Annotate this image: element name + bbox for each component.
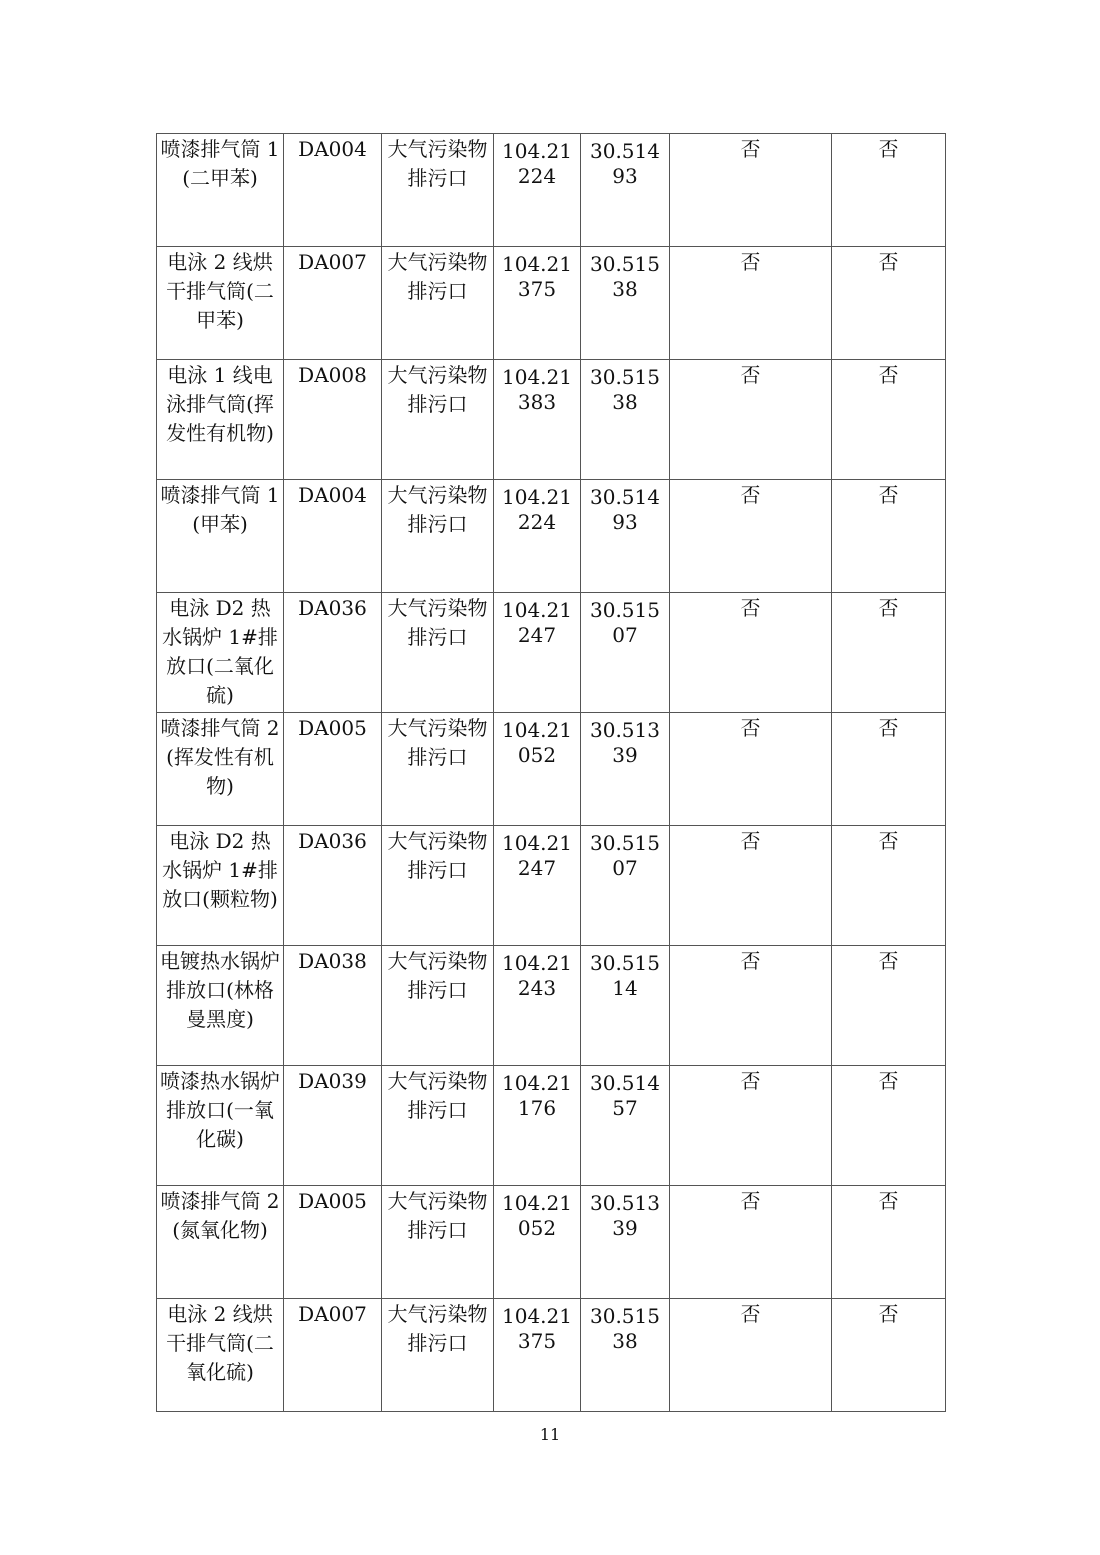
latitude-cell: 30.51339 bbox=[581, 713, 670, 826]
longitude-cell: 104.21383 bbox=[494, 360, 581, 480]
flag-cell: 否 bbox=[832, 593, 946, 713]
outlet-code-cell: DA007 bbox=[284, 1299, 382, 1412]
flag-cell: 否 bbox=[670, 1066, 832, 1186]
outlet-type-cell: 大气污染物排污口 bbox=[382, 480, 494, 593]
longitude-cell: 104.21247 bbox=[494, 826, 581, 946]
latitude-cell: 30.51493 bbox=[581, 134, 670, 247]
outlet-name-cell: 电泳 1 线电泳排气筒(挥发性有机物) bbox=[157, 360, 284, 480]
flag-cell: 否 bbox=[670, 946, 832, 1066]
flag-cell: 否 bbox=[670, 713, 832, 826]
latitude-cell: 30.51339 bbox=[581, 1186, 670, 1299]
flag-cell: 否 bbox=[832, 480, 946, 593]
longitude-cell: 104.21052 bbox=[494, 1186, 581, 1299]
outlet-type-cell: 大气污染物排污口 bbox=[382, 134, 494, 247]
outlet-code-cell: DA005 bbox=[284, 713, 382, 826]
flag-cell: 否 bbox=[832, 946, 946, 1066]
outlet-code-cell: DA039 bbox=[284, 1066, 382, 1186]
longitude-cell: 104.21247 bbox=[494, 593, 581, 713]
outlet-type-cell: 大气污染物排污口 bbox=[382, 826, 494, 946]
latitude-cell: 30.51493 bbox=[581, 480, 670, 593]
outlet-table bbox=[156, 133, 946, 1412]
flag-cell: 否 bbox=[832, 134, 946, 247]
flag-cell: 否 bbox=[832, 713, 946, 826]
latitude-cell: 30.51538 bbox=[581, 1299, 670, 1412]
table-row bbox=[157, 593, 946, 713]
table-row bbox=[157, 946, 946, 1066]
outlet-type-cell: 大气污染物排污口 bbox=[382, 1066, 494, 1186]
table-row bbox=[157, 1066, 946, 1186]
latitude-cell: 30.51507 bbox=[581, 593, 670, 713]
longitude-cell: 104.21243 bbox=[494, 946, 581, 1066]
longitude-cell: 104.21224 bbox=[494, 134, 581, 247]
table-row bbox=[157, 1299, 946, 1412]
table-row bbox=[157, 134, 946, 247]
flag-cell: 否 bbox=[832, 826, 946, 946]
outlet-type-cell: 大气污染物排污口 bbox=[382, 593, 494, 713]
table-row bbox=[157, 360, 946, 480]
flag-cell: 否 bbox=[832, 1066, 946, 1186]
flag-cell: 否 bbox=[670, 247, 832, 360]
table-row bbox=[157, 826, 946, 946]
latitude-cell: 30.51507 bbox=[581, 826, 670, 946]
table-row bbox=[157, 247, 946, 360]
outlet-name-cell: 电泳 D2 热水锅炉 1#排放口(颗粒物) bbox=[157, 826, 284, 946]
outlet-code-cell: DA036 bbox=[284, 826, 382, 946]
longitude-cell: 104.21375 bbox=[494, 1299, 581, 1412]
outlet-name-cell: 喷漆热水锅炉排放口(一氧化碳) bbox=[157, 1066, 284, 1186]
outlet-name-cell: 喷漆排气筒 1(甲苯) bbox=[157, 480, 284, 593]
outlet-code-cell: DA004 bbox=[284, 134, 382, 247]
longitude-cell: 104.21176 bbox=[494, 1066, 581, 1186]
flag-cell: 否 bbox=[832, 1186, 946, 1299]
longitude-cell: 104.21224 bbox=[494, 480, 581, 593]
outlet-code-cell: DA005 bbox=[284, 1186, 382, 1299]
outlet-type-cell: 大气污染物排污口 bbox=[382, 713, 494, 826]
outlet-type-cell: 大气污染物排污口 bbox=[382, 946, 494, 1066]
outlet-code-cell: DA007 bbox=[284, 247, 382, 360]
longitude-cell: 104.21052 bbox=[494, 713, 581, 826]
flag-cell: 否 bbox=[670, 360, 832, 480]
flag-cell: 否 bbox=[670, 134, 832, 247]
outlet-type-cell: 大气污染物排污口 bbox=[382, 1186, 494, 1299]
flag-cell: 否 bbox=[670, 480, 832, 593]
outlet-name-cell: 电镀热水锅炉排放口(林格曼黑度) bbox=[157, 946, 284, 1066]
flag-cell: 否 bbox=[670, 1299, 832, 1412]
table-row bbox=[157, 713, 946, 826]
outlet-code-cell: DA036 bbox=[284, 593, 382, 713]
outlet-name-cell: 电泳 2 线烘干排气筒(二甲苯) bbox=[157, 247, 284, 360]
longitude-cell: 104.21375 bbox=[494, 247, 581, 360]
latitude-cell: 30.51457 bbox=[581, 1066, 670, 1186]
flag-cell: 否 bbox=[670, 593, 832, 713]
outlet-code-cell: DA004 bbox=[284, 480, 382, 593]
flag-cell: 否 bbox=[832, 1299, 946, 1412]
outlet-name-cell: 喷漆排气筒 2(挥发性有机物) bbox=[157, 713, 284, 826]
latitude-cell: 30.51538 bbox=[581, 360, 670, 480]
outlet-code-cell: DA038 bbox=[284, 946, 382, 1066]
flag-cell: 否 bbox=[832, 360, 946, 480]
outlet-name-cell: 电泳 D2 热水锅炉 1#排放口(二氧化硫) bbox=[157, 593, 284, 713]
table-row bbox=[157, 1186, 946, 1299]
outlet-name-cell: 喷漆排气筒 1(二甲苯) bbox=[157, 134, 284, 247]
page-number: 11 bbox=[539, 1425, 561, 1444]
flag-cell: 否 bbox=[670, 826, 832, 946]
outlet-type-cell: 大气污染物排污口 bbox=[382, 247, 494, 360]
outlet-name-cell: 喷漆排气筒 2(氮氧化物) bbox=[157, 1186, 284, 1299]
outlet-type-cell: 大气污染物排污口 bbox=[382, 1299, 494, 1412]
latitude-cell: 30.51538 bbox=[581, 247, 670, 360]
outlet-code-cell: DA008 bbox=[284, 360, 382, 480]
latitude-cell: 30.51514 bbox=[581, 946, 670, 1066]
flag-cell: 否 bbox=[670, 1186, 832, 1299]
outlet-type-cell: 大气污染物排污口 bbox=[382, 360, 494, 480]
flag-cell: 否 bbox=[832, 247, 946, 360]
table-row bbox=[157, 480, 946, 593]
outlet-name-cell: 电泳 2 线烘干排气筒(二氧化硫) bbox=[157, 1299, 284, 1412]
